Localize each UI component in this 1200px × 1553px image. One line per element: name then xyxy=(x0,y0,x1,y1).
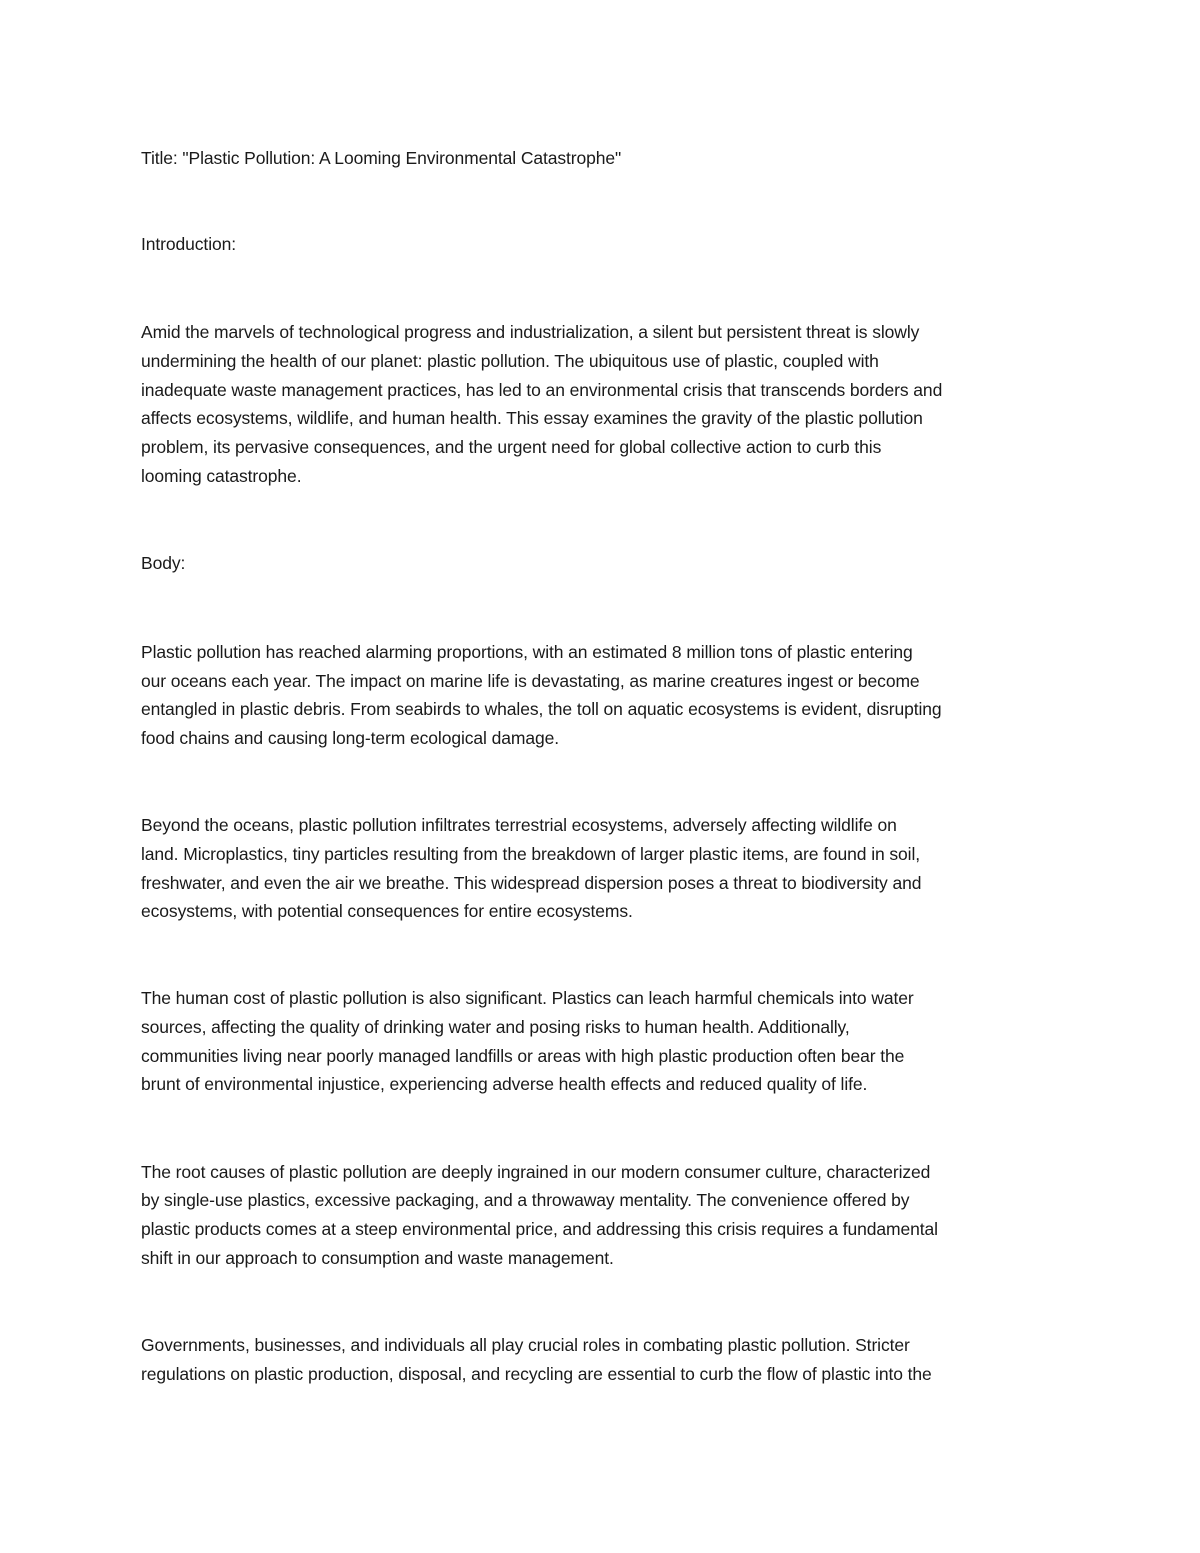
text-line: our oceans each year. The impact on marine life is devastating, as marine creatures ingest or become xyxy=(141,671,920,691)
text-line: by single-use plastics, excessive packaging, and a throwaway mentality. The convenience offered by xyxy=(141,1190,910,1210)
text-line: Beyond the oceans, plastic pollution infiltrates terrestrial ecosystems, adversely affecting wildlife on xyxy=(141,815,897,835)
text-line: Amid the marvels of technological progress and industrialization, a silent but persistent threat is slowly xyxy=(141,322,920,342)
text-line: Plastic pollution has reached alarming proportions, with an estimated 8 million tons of plastic entering xyxy=(141,642,913,662)
text-line: communities living near poorly managed landfills or areas with high plastic production often bear the xyxy=(141,1046,905,1066)
text-line: plastic products comes at a steep environmental price, and addressing this crisis requires a fundamental xyxy=(141,1219,938,1239)
introduction-heading: Introduction: xyxy=(141,234,237,254)
text-line: problem, its pervasive consequences, and the urgent need for global collective action to curb this xyxy=(141,437,882,457)
text-line: sources, affecting the quality of drinking water and posing risks to human health. Additionally, xyxy=(141,1017,850,1037)
body-heading: Body: xyxy=(141,553,186,573)
text-line: Governments, businesses, and individuals all play crucial roles in combating plastic pollution. Stricter xyxy=(141,1335,910,1355)
text-line: looming catastrophe. xyxy=(141,466,302,486)
text-line: ecosystems, with potential consequences for entire ecosystems. xyxy=(141,901,633,921)
text-line: undermining the health of our planet: plastic pollution. The ubiquitous use of plastic, coupled with xyxy=(141,351,879,371)
document-title: Title: "Plastic Pollution: A Looming Environmental Catastrophe" xyxy=(141,148,622,168)
text-line: brunt of environmental injustice, experiencing adverse health effects and reduced quality of life. xyxy=(141,1074,868,1094)
text-line: food chains and causing long-term ecological damage. xyxy=(141,728,559,748)
text-line: regulations on plastic production, disposal, and recycling are essential to curb the flow of plastic into the xyxy=(141,1364,932,1384)
text-line: The root causes of plastic pollution are deeply ingrained in our modern consumer culture, characterized xyxy=(141,1162,931,1182)
text-line: shift in our approach to consumption and waste management. xyxy=(141,1248,614,1268)
text-line: land. Microplastics, tiny particles resulting from the breakdown of larger plastic items, are found in soil, xyxy=(141,844,920,864)
text-line: affects ecosystems, wildlife, and human health. This essay examines the gravity of the plastic pollution xyxy=(141,408,923,428)
text-line: The human cost of plastic pollution is also significant. Plastics can leach harmful chemicals into water xyxy=(141,988,914,1008)
text-line: freshwater, and even the air we breathe. This widespread dispersion poses a threat to biodiversity and xyxy=(141,873,922,893)
text-line: inadequate waste management practices, has led to an environmental crisis that transcends borders and xyxy=(141,380,943,400)
text-line: entangled in plastic debris. From seabirds to whales, the toll on aquatic ecosystems is evident, disrupting xyxy=(141,699,942,719)
